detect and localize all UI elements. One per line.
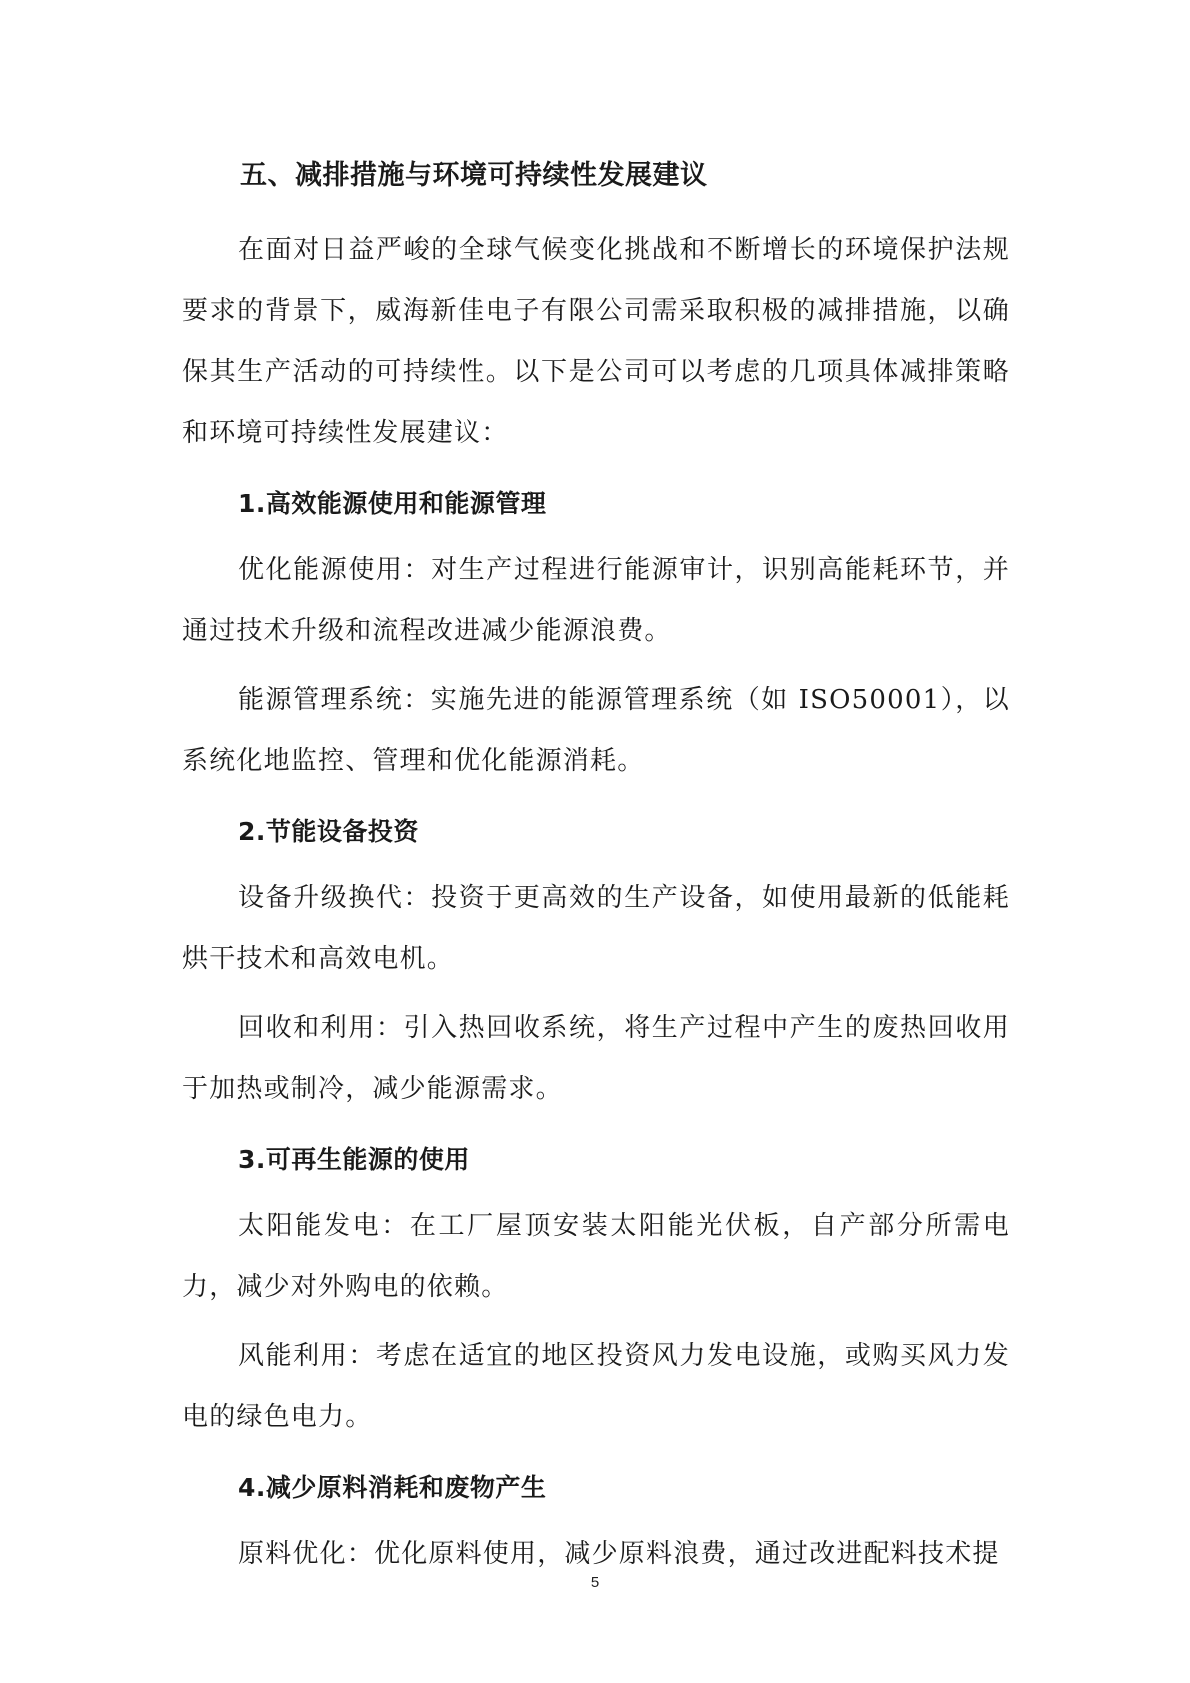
paragraph: 风能利用：考虑在适宜的地区投资风力发电设施，或购买风力发电的绿色电力。 [182, 1341, 1010, 1432]
subsection-heading: 3.可再生能源的使用 [238, 1145, 470, 1174]
paragraph: 原料优化：优化原料使用，减少原料浪费，通过改进配料技术提 [238, 1539, 1000, 1569]
section-title: 五、减排措施与环境可持续性发展建议 [240, 160, 708, 191]
paragraph: 能源管理系统：实施先进的能源管理系统（如 ISO50001），以系统化地监控、管理和优化能源消耗。 [182, 685, 1010, 776]
intro-paragraph: 在面对日益严峻的全球气候变化挑战和不断增长的环境保护法规要求的背景下，威海新佳电子有限公司需采取积极的减排措施，以确保其生产活动的可持续性。以下是公司可以考虑的几项具体减排策略和环境可持续性发展建议： [182, 235, 1010, 448]
subsection-energy-management [182, 472, 1010, 792]
page-content [182, 150, 1010, 1593]
paragraph: 优化能源使用：对生产过程进行能源审计，识别高能耗环节，并通过技术升级和流程改进减少能源浪费。 [182, 555, 1010, 646]
subsection-heading: 4.减少原料消耗和废物产生 [238, 1473, 547, 1502]
subsection-renewable-energy [182, 1128, 1010, 1448]
subsection-equipment-investment [182, 800, 1010, 1120]
paragraph: 回收和利用：引入热回收系统，将生产过程中产生的废热回收用于加热或制冷，减少能源需求。 [182, 1013, 1010, 1104]
subsection-heading: 2.节能设备投资 [238, 817, 419, 846]
page-number: 5 [590, 1574, 600, 1591]
subsection-heading: 1.高效能源使用和能源管理 [238, 489, 547, 518]
paragraph: 太阳能发电：在工厂屋顶安装太阳能光伏板，自产部分所需电力，减少对外购电的依赖。 [182, 1211, 1010, 1302]
paragraph: 设备升级换代：投资于更高效的生产设备，如使用最新的低能耗烘干技术和高效电机。 [182, 883, 1010, 974]
subsection-waste-reduction [182, 1456, 1010, 1585]
